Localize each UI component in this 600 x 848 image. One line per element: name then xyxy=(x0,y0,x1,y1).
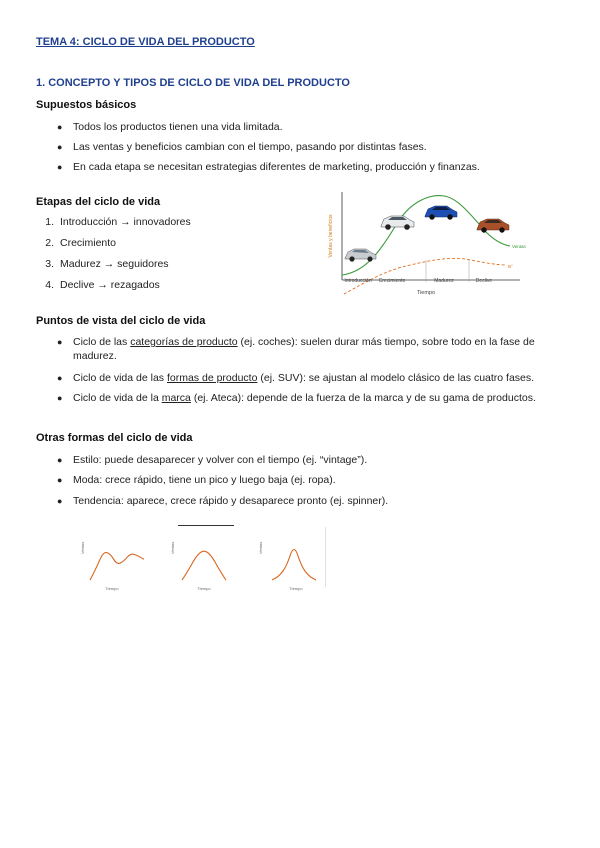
numbered-item: 1. Introducción → innovadores xyxy=(45,216,191,228)
bullet-icon: ● xyxy=(57,142,63,152)
y-axis-label: Ventas xyxy=(170,541,175,554)
list-item: ● Moda: crece rápido, tiene un pico y luego baja (ej. ropa). xyxy=(57,474,336,486)
car-silver-icon xyxy=(345,249,376,262)
list-item: ● En cada etapa se necesitan estrategias diferentes de marketing, producción y finanzas. xyxy=(57,161,480,173)
style-mini-chart xyxy=(80,538,152,594)
stage-label: Madurez xyxy=(434,278,454,284)
list-item: ● Estilo: puede desaparecer y volver con el tiempo (ej. “vintage”). xyxy=(57,454,368,466)
stage-label: Declive xyxy=(475,278,493,284)
x-axis-label: Tiempo xyxy=(416,290,436,296)
list-item: ● Ciclo de las categorías de producto (ej. coches): suelen durar más tiempo, sobre todo en la fase de madurez. xyxy=(57,336,535,362)
list-item: ● Ciclo de vida de la marca (ej. Ateca): depende de la fuerza de la marca y de su gama de productos. xyxy=(57,392,536,404)
profit-label: B° xyxy=(508,264,513,269)
puntos-heading: Puntos de vista del ciclo de vida xyxy=(36,315,206,327)
x-axis-label: Tiempo xyxy=(105,586,119,591)
trend-mini-chart xyxy=(258,538,318,594)
lifecycle-chart xyxy=(326,190,526,296)
style-line xyxy=(90,552,144,580)
fashion-line xyxy=(182,551,226,580)
y-axis-label: Ventas xyxy=(80,541,85,554)
divider xyxy=(178,525,234,526)
document-title: TEMA 4: CICLO DE VIDA DEL PRODUCTO xyxy=(36,36,255,48)
bullet-icon: ● xyxy=(57,475,63,485)
bullet-icon: ● xyxy=(57,337,63,347)
car-blue-icon xyxy=(425,206,457,220)
car-copper-icon xyxy=(477,219,509,233)
y-axis-label: Ventas y beneficios xyxy=(328,214,334,258)
trend-line xyxy=(272,550,316,581)
list-item: ● Tendencia: aparece, crece rápido y desaparece pronto (ej. spinner). xyxy=(57,495,389,507)
section-heading: 1. CONCEPTO Y TIPOS DE CICLO DE VIDA DEL PRODUCTO xyxy=(36,77,350,89)
bullet-icon: ● xyxy=(57,162,63,172)
bullet-icon: ● xyxy=(57,373,63,383)
stage-label: Crecimiento xyxy=(378,278,406,284)
bullet-icon: ● xyxy=(57,455,63,465)
x-axis-label: Tiempo xyxy=(197,586,211,591)
list-item: ● Ciclo de vida de las formas de producto (ej. SUV): se ajustan al modelo clásico de las cuatro fases. xyxy=(57,372,535,384)
sales-label: Ventas xyxy=(512,244,526,249)
bullet-icon: ● xyxy=(57,122,63,132)
numbered-item: 2. Crecimiento xyxy=(45,237,117,249)
bullet-icon: ● xyxy=(57,496,63,506)
fashion-mini-chart xyxy=(170,538,230,594)
bullet-icon: ● xyxy=(57,393,63,403)
list-item: ● Todos los productos tienen una vida limitada. xyxy=(57,121,283,133)
numbered-item: 3. Madurez → seguidores xyxy=(45,258,169,270)
profit-line xyxy=(344,258,506,294)
car-white-icon xyxy=(381,216,414,230)
supuestos-heading: Supuestos básicos xyxy=(36,99,137,111)
stage-label: Introducción xyxy=(344,278,372,284)
x-axis-label: Tiempo xyxy=(289,586,303,591)
numbered-item: 4. Declive → rezagados xyxy=(45,279,160,291)
etapas-heading: Etapas del ciclo de vida xyxy=(36,196,161,208)
divider xyxy=(325,527,326,587)
list-item: ● Las ventas y beneficios cambian con el tiempo, pasando por distintas fases. xyxy=(57,141,427,153)
y-axis-label: Ventas xyxy=(258,541,263,554)
otras-heading: Otras formas del ciclo de vida xyxy=(36,432,193,444)
